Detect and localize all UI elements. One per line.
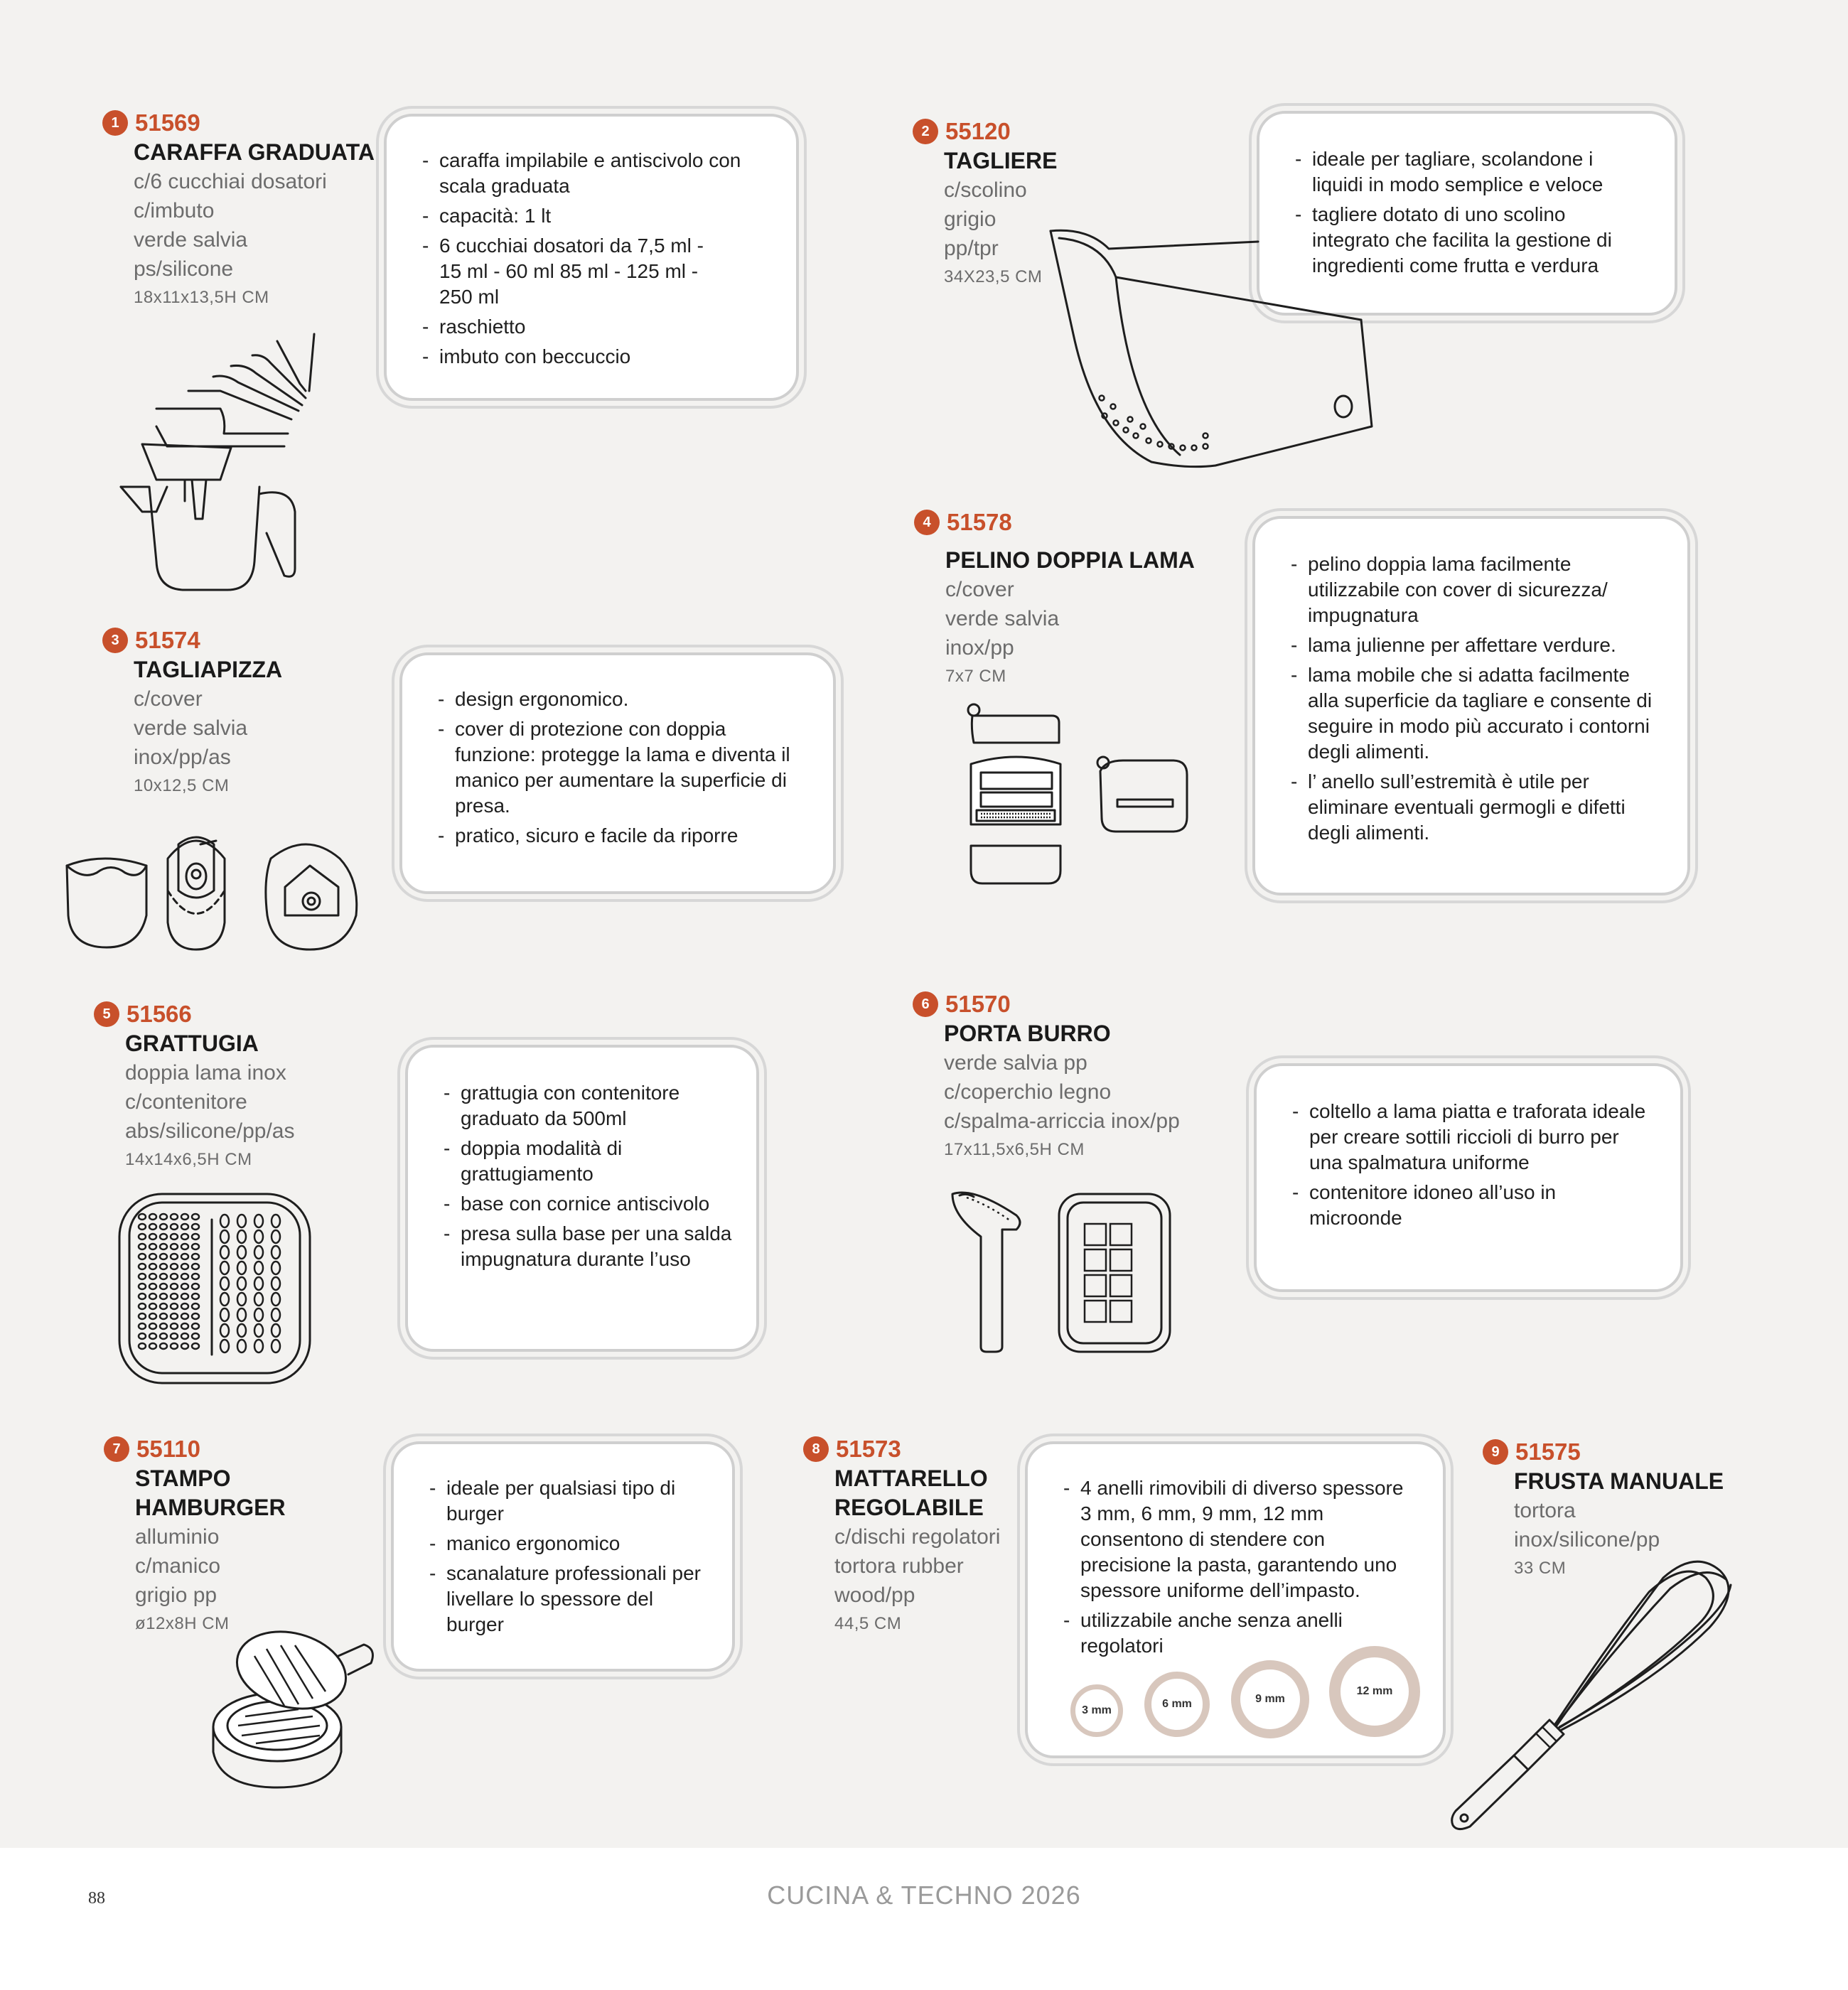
grater-slot — [237, 1293, 246, 1306]
grater-hole — [181, 1264, 188, 1269]
grater-hole — [139, 1323, 146, 1329]
grater-hole — [192, 1284, 199, 1289]
product-number-badge: 6 — [913, 991, 938, 1017]
grater-slot — [220, 1246, 229, 1259]
product-name: STAMPO — [135, 1465, 231, 1491]
product-dimensions: 17x11,5x6,5H CM — [944, 1140, 1085, 1159]
grater-hole — [139, 1234, 146, 1239]
product-spec: tortora — [1514, 1499, 1576, 1522]
cutting-board-illustration — [1045, 220, 1379, 476]
grater-hole — [171, 1254, 178, 1259]
grater-hole — [149, 1214, 156, 1220]
grater-hole — [171, 1333, 178, 1339]
grater-hole — [192, 1303, 199, 1309]
grater-hole — [192, 1333, 199, 1339]
product-number-badge: 2 — [913, 119, 938, 144]
grater-hole — [192, 1294, 199, 1299]
grater-hole — [149, 1234, 156, 1239]
product-spec: doppia lama inox — [125, 1061, 286, 1085]
grater-hole — [192, 1224, 199, 1230]
grater-hole — [160, 1214, 167, 1220]
product-spec: alluminio — [135, 1525, 220, 1549]
feature-bullet: - pelino doppia lama facilmente utilizzabile con cover di sicurezza/ impugnatura — [1291, 552, 1659, 628]
product-dimensions: 44,5 CM — [834, 1614, 902, 1633]
product-code: 51570 — [945, 991, 1011, 1017]
grater-hole — [160, 1244, 167, 1249]
pizza-cutter-illustration — [61, 823, 367, 951]
grater-slot — [254, 1324, 263, 1337]
grater-hole — [139, 1224, 146, 1230]
grater-hole — [160, 1234, 167, 1239]
grater-hole — [139, 1313, 146, 1319]
grater-slot — [254, 1308, 263, 1321]
feature-bullet: - capacità: 1 lt — [422, 203, 768, 229]
product-code: 55120 — [945, 118, 1011, 144]
grater-slot — [237, 1308, 246, 1321]
grater-slot — [220, 1324, 229, 1337]
product-code: 51578 — [947, 509, 1012, 535]
product-name: TAGLIAPIZZA — [134, 657, 283, 682]
grater-slot — [237, 1215, 246, 1227]
product-dimensions: 7x7 CM — [945, 667, 1006, 686]
feature-bullet: - ideale per qualsiasi tipo di burger — [429, 1475, 711, 1527]
product-spec: verde salvia — [134, 716, 248, 740]
grater-hole — [181, 1224, 188, 1230]
feature-box-7 — [391, 1441, 735, 1672]
grater-hole — [160, 1313, 167, 1319]
product-spec: tortora rubber — [834, 1554, 964, 1578]
product-name: PORTA BURRO — [944, 1021, 1111, 1046]
grater-hole — [149, 1294, 156, 1299]
grater-slot — [254, 1246, 263, 1259]
product-spec: inox/pp/as — [134, 746, 231, 769]
product-2 — [921, 118, 1058, 287]
page-number: 88 — [88, 1889, 105, 1908]
grater-slot — [272, 1230, 280, 1243]
grater-hole — [171, 1284, 178, 1289]
product-spec: c/cover — [134, 687, 203, 711]
grater-hole — [160, 1333, 167, 1339]
product-dimensions: 14x14x6,5H CM — [125, 1150, 252, 1169]
product-code: 55110 — [136, 1436, 200, 1462]
feature-bullet: - raschietto — [422, 314, 768, 340]
product-3 — [111, 627, 283, 796]
product-6 — [921, 991, 1180, 1160]
product-spec: abs/silicone/pp/as — [125, 1119, 295, 1143]
grater-slot — [272, 1308, 280, 1321]
grater-slot — [220, 1308, 229, 1321]
grater-slot — [272, 1262, 280, 1274]
grater-slot — [237, 1230, 246, 1243]
grater-hole — [192, 1254, 199, 1259]
product-spec: grigio pp — [135, 1583, 217, 1607]
product-spec: verde salvia — [945, 607, 1060, 630]
grater-slot — [220, 1230, 229, 1243]
grater-hole — [149, 1323, 156, 1329]
grater-slot — [272, 1215, 280, 1227]
feature-box-8 — [1025, 1441, 1446, 1758]
grater-hole — [139, 1254, 146, 1259]
feature-bullet: - imbuto con beccuccio — [422, 344, 768, 370]
grater-hole — [171, 1294, 178, 1299]
grater-hole — [171, 1303, 178, 1309]
product-spec: c/dischi regolatori — [834, 1525, 1001, 1549]
product-name-line-2: HAMBURGER — [135, 1495, 286, 1520]
grater-hole — [149, 1303, 156, 1309]
product-dimensions: ø12x8H CM — [135, 1614, 230, 1633]
grater-hole — [181, 1284, 188, 1289]
grater-hole — [160, 1264, 167, 1269]
product-number-badge: 4 — [914, 510, 940, 535]
grater-hole — [139, 1333, 146, 1339]
feature-bullet: - coltello a lama piatta e traforata ideale per creare sottili riccioli di burro per una spalmatura uniforme — [1292, 1099, 1652, 1176]
grater-hole — [149, 1254, 156, 1259]
grater-slot — [237, 1324, 246, 1337]
product-name: FRUSTA MANUALE — [1514, 1468, 1724, 1494]
grater-hole — [149, 1284, 156, 1289]
product-code: 51575 — [1515, 1438, 1581, 1465]
grater-hole — [171, 1343, 178, 1349]
product-4 — [923, 509, 1195, 687]
product-spec: wood/pp — [834, 1583, 915, 1607]
feature-bullet: - 4 anelli rimovibili di diverso spessore 3 mm, 6 mm, 9 mm, 12 mm consentono di stendere con precisione la pasta, garantendo uno spessore uniforme dell’impasto. — [1063, 1475, 1417, 1603]
grater-hole — [181, 1214, 188, 1220]
feature-bullet: - base con cornice antiscivolo — [444, 1191, 735, 1217]
feature-box-1 — [384, 114, 799, 401]
feature-bullet: - ideale per tagliare, scolandone i liquidi in modo semplice e veloce — [1295, 146, 1646, 198]
grater-hole — [139, 1264, 146, 1269]
product-spec: c/manico — [135, 1554, 221, 1578]
feature-bullet: - caraffa impilabile e antiscivolo con scala graduata — [422, 148, 768, 199]
grater-hole — [160, 1224, 167, 1230]
feature-bullet: - lama mobile che si adatta facilmente alla superficie da tagliare e consente di seguire in modo più accurato i contorni degli alimenti. — [1291, 662, 1659, 765]
product-spec: inox/pp — [945, 636, 1014, 660]
catalog-title: CUCINA & TECHNO 2026 — [767, 1881, 1081, 1910]
grater-slot — [254, 1215, 263, 1227]
product-spec: c/scolino — [944, 178, 1027, 202]
page-footer — [0, 1848, 1848, 1990]
feature-bullet: - scanalature professionali per livellare lo spessore del burger — [429, 1561, 711, 1637]
feature-bullet: - grattugia con contenitore graduato da 500ml — [444, 1080, 735, 1131]
feature-bullet: - contenitore idoneo all’uso in microonde — [1292, 1180, 1652, 1231]
feature-bullet: - tagliere dotato di uno scolino integrato che facilita la gestione di ingredienti come frutta e verdura — [1295, 202, 1646, 279]
grater-hole — [149, 1343, 156, 1349]
grater-slot — [220, 1277, 229, 1290]
grater-hole — [160, 1343, 167, 1349]
product-dimensions: 34X23,5 CM — [944, 267, 1043, 286]
product-1 — [111, 109, 375, 308]
product-7 — [112, 1436, 286, 1634]
grater-hole — [160, 1274, 167, 1279]
product-spec: grigio — [944, 208, 996, 231]
grater-hole — [171, 1323, 178, 1329]
grater-slot — [237, 1340, 246, 1352]
product-name-line-2: REGOLABILE — [834, 1495, 984, 1520]
product-spec: c/coperchio legno — [944, 1080, 1112, 1104]
grater-hole — [181, 1323, 188, 1329]
grater-slot — [220, 1293, 229, 1306]
ring-12mm: 12 mm — [1329, 1646, 1420, 1737]
grater-hole — [192, 1323, 199, 1329]
grater-slot — [220, 1262, 229, 1274]
grater-slot — [254, 1293, 263, 1306]
product-spec: verde salvia pp — [944, 1051, 1087, 1075]
product-8 — [812, 1436, 1001, 1634]
product-number-badge: 7 — [104, 1436, 129, 1462]
product-dimensions: 18x11x13,5H CM — [134, 288, 269, 307]
product-code: 51573 — [836, 1436, 901, 1462]
grater-hole — [139, 1294, 146, 1299]
feature-box-4 — [1252, 516, 1690, 896]
grater-slot — [254, 1262, 263, 1274]
grater-hole — [192, 1214, 199, 1220]
product-number-badge: 1 — [102, 110, 128, 136]
grater-slot — [254, 1340, 263, 1352]
grater-hole — [171, 1313, 178, 1319]
product-number-badge: 3 — [102, 628, 128, 653]
product-spec: inox/silicone/pp — [1514, 1528, 1660, 1551]
product-spec: pp/tpr — [944, 237, 999, 260]
grater-hole — [149, 1313, 156, 1319]
grater-slot — [272, 1324, 280, 1337]
grater-hole — [181, 1254, 188, 1259]
feature-box-3 — [399, 652, 836, 894]
peeler-illustration — [960, 700, 1194, 892]
product-code: 51569 — [135, 109, 200, 136]
grater-hole — [139, 1343, 146, 1349]
feature-bullet: - presa sulla base per una salda impugnatura durante l’uso — [444, 1221, 735, 1272]
grater-hole — [139, 1303, 146, 1309]
grater-hole — [192, 1313, 199, 1319]
feature-bullet: - l’ anello sull’estremità è utile per eliminare eventuali germogli e difetti degli alimenti. — [1291, 769, 1659, 846]
product-name: CARAFFA GRADUATA — [134, 139, 375, 165]
grater-hole — [160, 1254, 167, 1259]
product-spec: c/spalma-arriccia inox/pp — [944, 1109, 1180, 1133]
grater-hole — [171, 1214, 178, 1220]
grater-hole — [160, 1323, 167, 1329]
product-number-badge: 9 — [1483, 1439, 1508, 1465]
grater-hole — [171, 1244, 178, 1249]
grater-illustration — [117, 1191, 313, 1386]
grater-hole — [181, 1274, 188, 1279]
product-code: 51566 — [127, 1001, 192, 1027]
product-dimensions: 33 CM — [1514, 1559, 1567, 1578]
grater-hole — [139, 1214, 146, 1220]
butter-dish-illustration — [945, 1187, 1180, 1357]
grater-hole — [192, 1244, 199, 1249]
grater-hole — [171, 1234, 178, 1239]
product-dimensions: 10x12,5 CM — [134, 776, 230, 795]
burger-press-illustration — [206, 1628, 384, 1798]
whisk-illustration — [1443, 1549, 1756, 1834]
product-number-badge: 8 — [803, 1436, 829, 1462]
product-number-badge: 5 — [94, 1001, 119, 1027]
product-name: TAGLIERE — [944, 148, 1058, 173]
grater-hole — [149, 1274, 156, 1279]
grater-slot — [272, 1293, 280, 1306]
feature-bullet: - design ergonomico. — [438, 687, 805, 712]
grater-hole — [181, 1333, 188, 1339]
grater-hole — [181, 1294, 188, 1299]
grater-hole — [149, 1333, 156, 1339]
grater-hole — [181, 1303, 188, 1309]
grater-hole — [139, 1274, 146, 1279]
product-spec: verde salvia — [134, 228, 248, 252]
feature-bullet: - utilizzabile anche senza anelli regolatori — [1063, 1608, 1417, 1659]
ring-9mm: 9 mm — [1231, 1660, 1309, 1738]
feature-bullet: - pratico, sicuro e facile da riporre — [438, 823, 805, 849]
product-name: PELINO DOPPIA LAMA — [945, 547, 1195, 573]
grater-hole — [149, 1264, 156, 1269]
product-name: MATTARELLO — [834, 1465, 988, 1491]
feature-bullet: - 6 cucchiai dosatori da 7,5 ml - 15 ml - 60 ml 85 ml - 125 ml - 250 ml — [422, 233, 768, 310]
grater-hole — [192, 1264, 199, 1269]
grater-hole — [160, 1303, 167, 1309]
grater-hole — [181, 1244, 188, 1249]
grater-hole — [171, 1274, 178, 1279]
feature-box-6 — [1254, 1063, 1683, 1292]
product-spec: c/cover — [945, 578, 1014, 601]
grater-hole — [149, 1244, 156, 1249]
grater-hole — [192, 1343, 199, 1349]
grater-hole — [171, 1264, 178, 1269]
grater-slot — [237, 1246, 246, 1259]
grater-hole — [139, 1284, 146, 1289]
product-name: GRATTUGIA — [125, 1031, 259, 1056]
grater-hole — [181, 1313, 188, 1319]
grater-hole — [171, 1224, 178, 1230]
product-5 — [102, 1001, 295, 1170]
grater-hole — [139, 1244, 146, 1249]
grater-hole — [160, 1294, 167, 1299]
grater-slot — [237, 1277, 246, 1290]
product-spec: c/contenitore — [125, 1090, 247, 1114]
grater-slot — [254, 1277, 263, 1290]
grater-slot — [220, 1215, 229, 1227]
feature-bullet: - lama julienne per affettare verdure. — [1291, 633, 1659, 658]
ring-3mm: 3 mm — [1070, 1684, 1123, 1737]
grater-slot — [272, 1277, 280, 1290]
product-spec: c/imbuto — [134, 199, 215, 222]
grater-hole — [181, 1234, 188, 1239]
product-spec: c/6 cucchiai dosatori — [134, 170, 327, 193]
grater-slot — [272, 1340, 280, 1352]
grater-slot — [272, 1246, 280, 1259]
feature-bullet: - doppia modalità di grattugiamento — [444, 1136, 735, 1187]
grater-hole — [181, 1343, 188, 1349]
measuring-jug-illustration — [114, 306, 327, 597]
grater-hole — [192, 1274, 199, 1279]
grater-slot — [237, 1262, 246, 1274]
grater-hole — [192, 1234, 199, 1239]
feature-box-5 — [405, 1045, 759, 1352]
grater-hole — [160, 1284, 167, 1289]
feature-bullet: - manico ergonomico — [429, 1531, 711, 1556]
product-code: 51574 — [135, 627, 200, 653]
grater-slot — [220, 1340, 229, 1352]
product-spec: ps/silicone — [134, 257, 234, 281]
ring-6mm: 6 mm — [1144, 1672, 1210, 1737]
feature-bullet: - cover di protezione con doppia funzione: protegge la lama e diventa il manico per aumentare la superficie di presa. — [438, 716, 805, 819]
grater-hole — [149, 1224, 156, 1230]
grater-slot — [254, 1230, 263, 1243]
